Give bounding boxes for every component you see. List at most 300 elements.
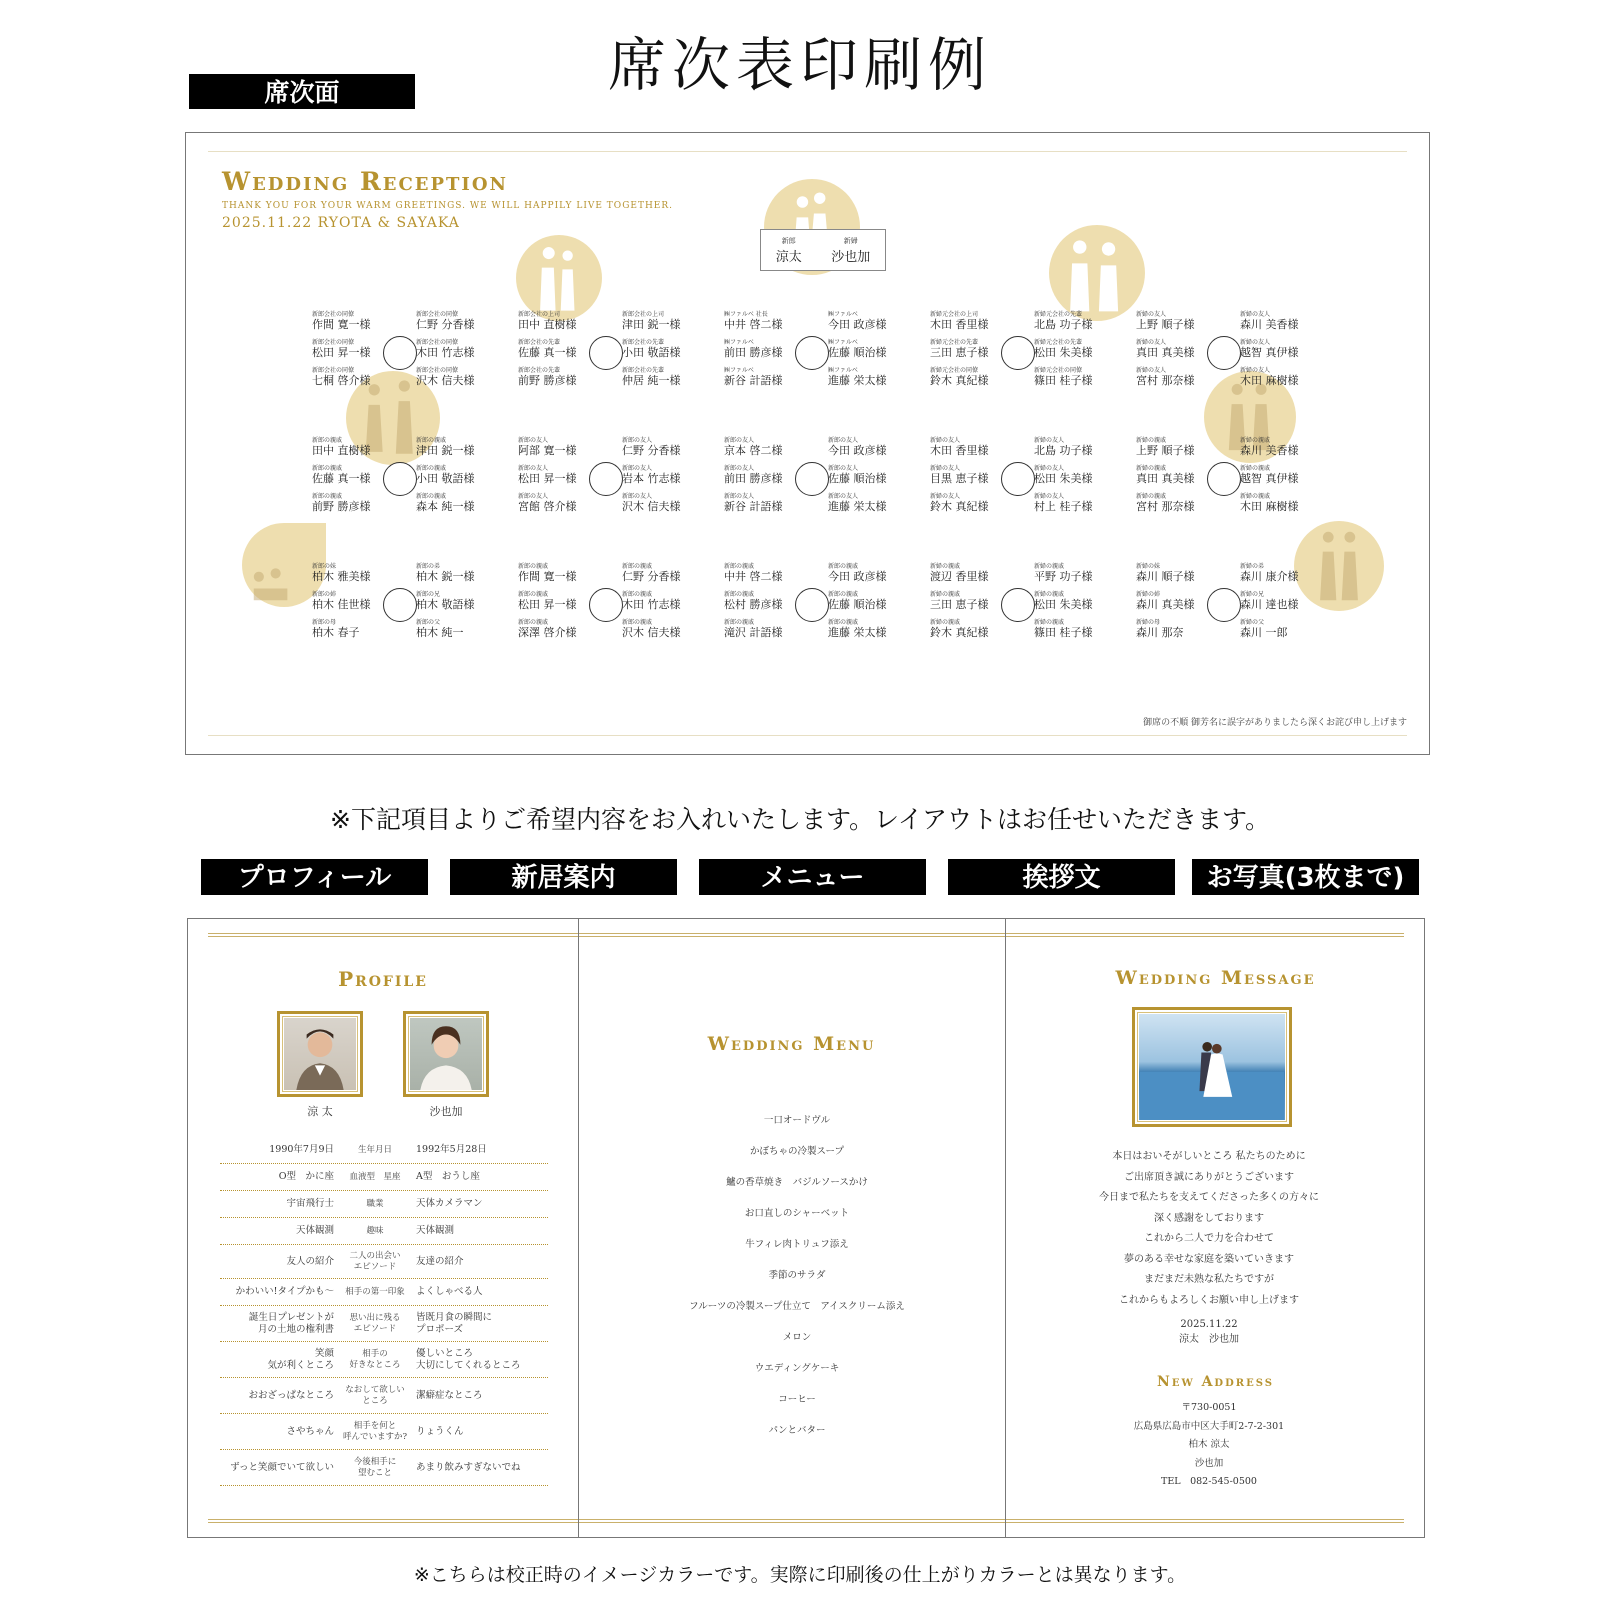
guest-name: 森川 一郎 <box>1240 626 1288 639</box>
guest-name: 松田 昇一様 <box>518 472 577 485</box>
guest-relation: 新郎の友人 <box>828 493 859 500</box>
guest-table <box>724 437 904 517</box>
guest-name: 今田 政彦様 <box>828 318 887 331</box>
guest-relation: 新婦元会社の先輩 <box>930 339 979 346</box>
guest-name: 仁野 分香様 <box>622 570 681 583</box>
guest-name: 京本 啓二様 <box>724 444 783 457</box>
guest-relation: 新郎の友人 <box>518 493 549 500</box>
info-panel <box>187 918 1425 1538</box>
guest-name: 進藤 栄太様 <box>828 626 887 639</box>
guest-name: 滝沢 計語様 <box>724 626 783 639</box>
guest-entry <box>312 437 402 457</box>
guest-name: 木田 香里様 <box>930 444 989 457</box>
guest-relation: 新婦の姉 <box>1136 591 1161 598</box>
guest-relation: 新郎の親戚 <box>622 591 653 598</box>
guest-table <box>518 311 698 391</box>
guest-entry <box>518 367 608 387</box>
guest-entry <box>930 367 1020 387</box>
guest-name: 進藤 栄太様 <box>828 374 887 387</box>
guest-relation: 新郎の父 <box>416 619 441 626</box>
guest-relation: 新婦の母 <box>1136 619 1161 626</box>
guest-relation: 新郎の姉 <box>312 591 337 598</box>
guest-name: 柏木 純一 <box>416 626 464 639</box>
bride-role: 新婦 <box>843 236 858 245</box>
guest-entry <box>828 619 918 639</box>
guest-entry <box>312 465 402 485</box>
guest-entry <box>622 465 712 485</box>
message-title: Wedding Message <box>1115 967 1316 989</box>
profile-bride-value: 優しいところ 大切にしてくれるところ <box>416 1347 521 1371</box>
profile-row <box>220 1279 548 1306</box>
guest-entry <box>930 465 1020 485</box>
guest-relation: 新郎の親戚 <box>312 493 343 500</box>
guest-entry <box>724 619 814 639</box>
guest-relation: 新郎の親戚 <box>622 619 653 626</box>
guest-relation: 新郎の親戚 <box>416 465 447 472</box>
guest-entry <box>1240 619 1330 639</box>
guest-relation: 新婦元会社の先輩 <box>1034 311 1083 318</box>
guest-relation: 新婦元会社の同僚 <box>1034 367 1083 374</box>
guest-entry <box>518 437 608 457</box>
guest-entry <box>724 437 814 457</box>
guest-name: 北島 功子様 <box>1034 318 1093 331</box>
option-tag-new-address: 新居案内 <box>450 859 677 895</box>
seat-side-tag: 席次面 <box>189 74 415 109</box>
profile-label: なおして欲しい ところ <box>345 1384 405 1406</box>
guest-entry <box>1136 493 1226 513</box>
guest-table <box>518 563 698 643</box>
profile-bride-value: 天体カメラマン <box>416 1198 483 1209</box>
address-line: TEL 082-545-0500 <box>1161 1476 1257 1487</box>
guest-entry <box>1034 339 1124 359</box>
profile-label: 相手を何と 呼んでいますか? <box>342 1420 408 1442</box>
guest-name: 前野 勝彦様 <box>518 374 577 387</box>
guest-name: 越智 真伊様 <box>1240 472 1299 485</box>
profile-row <box>220 1306 548 1342</box>
guest-name: 作間 寛一様 <box>518 570 577 583</box>
guest-relation: 新郎会社の先輩 <box>518 367 561 374</box>
guest-name: 森川 順子様 <box>1136 570 1195 583</box>
profile-bride-value: りょうくん <box>416 1425 464 1437</box>
guest-relation: 新婦の父 <box>1240 619 1265 626</box>
message-line: ご出席頂き誠にありがとうございます <box>1124 1171 1294 1183</box>
guest-name: 森本 純一様 <box>416 500 475 513</box>
guest-name: 七桐 啓介様 <box>312 374 371 387</box>
reception-title: Wedding Reception <box>222 167 508 196</box>
guest-relation: 新郎の友人 <box>828 465 859 472</box>
guest-relation: 新婦の親戚 <box>1240 437 1271 444</box>
apology-note: 御席の不順 御芳名に誤字がありましたら深くお詫び申し上げます <box>1143 718 1407 728</box>
divider <box>208 151 1407 152</box>
guest-name: 森川 美香様 <box>1240 318 1299 331</box>
profile-table <box>220 1137 548 1486</box>
guest-entry <box>622 619 712 639</box>
guest-name: 佐藤 真一様 <box>312 472 371 485</box>
guest-relation: 新郎の友人 <box>622 493 653 500</box>
guest-table <box>1136 311 1316 391</box>
menu-item: 季節のサラダ <box>768 1270 826 1281</box>
menu-item: 鱸の香草焼き バジルソースかけ <box>726 1177 868 1188</box>
guest-name: 松田 朱美様 <box>1034 472 1093 485</box>
guest-name: 篠田 桂子様 <box>1034 374 1093 387</box>
guest-entry <box>518 465 608 485</box>
profile-groom-value: かわいい!タイプかも～ <box>235 1286 334 1297</box>
guest-name: 小田 敬語様 <box>622 346 681 359</box>
guest-name: 柏木 鋭一様 <box>416 570 475 583</box>
head-table-bride <box>831 236 870 265</box>
guest-entry <box>416 619 506 639</box>
profile-groom-value: さやちゃん <box>286 1425 334 1437</box>
profile-groom-value: 宇宙飛行士 <box>286 1198 334 1209</box>
menu-item: コーヒー <box>778 1394 816 1405</box>
guest-relation: 新郎会社の同僚 <box>312 367 355 374</box>
guest-relation: 新郎の親戚 <box>518 563 549 570</box>
guest-name: 鈴木 真紀様 <box>930 500 989 513</box>
message-signature <box>1010 1317 1408 1347</box>
guest-relation: ㈱ファルベ <box>828 339 858 346</box>
guest-relation: 新郎の妹 <box>312 563 337 570</box>
guest-relation: 新婦の友人 <box>1034 437 1065 444</box>
guest-relation: 新婦の友人 <box>930 465 961 472</box>
guest-name: 宮村 那奈様 <box>1136 374 1195 387</box>
guest-name: 佐藤 順治様 <box>828 346 887 359</box>
guest-name: 田中 直樹様 <box>312 444 371 457</box>
profile-row <box>220 1191 548 1218</box>
guest-relation: 新婦の友人 <box>1136 311 1167 318</box>
profile-bride-value: よくしゃべる人 <box>416 1286 483 1297</box>
guest-name: 今田 政彦様 <box>828 570 887 583</box>
profile-row <box>220 1378 548 1414</box>
guest-relation: 新郎の弟 <box>416 563 441 570</box>
guest-entry <box>416 437 506 457</box>
guest-entry <box>1136 465 1226 485</box>
message-line: これから二人で力を合わせて <box>1144 1233 1274 1244</box>
guest-relation: 新郎の親戚 <box>416 493 447 500</box>
guest-relation: 新郎会社の先輩 <box>622 367 665 374</box>
guest-relation: 新郎の友人 <box>518 465 549 472</box>
guest-relation: 新郎会社の先輩 <box>622 339 665 346</box>
guest-entry <box>828 367 918 387</box>
option-tag-profile: プロフィール <box>201 859 428 895</box>
guest-relation: ㈱ファルベ <box>724 367 754 374</box>
menu-list <box>583 1105 1011 1446</box>
guest-name: 平野 功子様 <box>1034 570 1093 583</box>
guest-name: 真田 真美様 <box>1136 472 1195 485</box>
guest-table <box>930 437 1110 517</box>
guest-name: 佐藤 順治様 <box>828 472 887 485</box>
guest-relation: 新婦の親戚 <box>930 591 961 598</box>
guest-entry <box>930 619 1020 639</box>
guest-entry <box>312 619 402 639</box>
guest-name: 前田 勝彦様 <box>724 472 783 485</box>
guest-relation: 新郎の親戚 <box>828 591 859 598</box>
guest-name: 森川 康介様 <box>1240 570 1299 583</box>
guest-entry <box>724 465 814 485</box>
address-line: 柏木 涼太 <box>1188 1439 1230 1450</box>
head-table <box>760 229 886 271</box>
option-tag-photos: お写真(3枚まで) <box>1192 859 1419 895</box>
message-line: 今日まで私たちを支えてくださった多くの方々に <box>1099 1192 1319 1203</box>
guest-entry <box>1240 437 1330 457</box>
guest-relation: 新婦の友人 <box>1240 339 1271 346</box>
guest-entry <box>828 437 918 457</box>
menu-item: メロン <box>782 1332 812 1343</box>
guest-name: 森川 達也様 <box>1240 598 1299 611</box>
guest-name: 柏木 敬語様 <box>416 598 475 611</box>
divider <box>208 1519 1404 1523</box>
guest-relation: 新郎の友人 <box>622 437 653 444</box>
guest-entry <box>518 493 608 513</box>
guest-relation: 新婦の友人 <box>1136 367 1167 374</box>
guest-entry <box>518 619 608 639</box>
guest-name: 柏木 佳世様 <box>312 598 371 611</box>
guest-relation: 新郎の親戚 <box>724 591 755 598</box>
guest-entry <box>1034 563 1124 583</box>
guest-relation: 新郎の友人 <box>518 437 549 444</box>
guest-relation: 新郎会社の同僚 <box>416 311 459 318</box>
guest-entry <box>1240 339 1330 359</box>
guest-table <box>930 563 1110 643</box>
guest-name: 木田 麻樹様 <box>1240 500 1299 513</box>
guest-name: 真田 真美様 <box>1136 346 1195 359</box>
guest-entry <box>930 493 1020 513</box>
guest-relation: ㈱ファルベ <box>828 367 858 374</box>
groom-portrait-image <box>284 1018 356 1090</box>
panel-divider <box>578 919 579 1537</box>
guest-relation: 新郎の親戚 <box>518 591 549 598</box>
guest-name: 松田 朱美様 <box>1034 598 1093 611</box>
guest-relation: 新郎の親戚 <box>518 619 549 626</box>
guest-relation: 新婦元会社の同僚 <box>930 367 979 374</box>
guest-name: 進藤 栄太様 <box>828 500 887 513</box>
profile-bride-value: A型 おうし座 <box>416 1171 480 1182</box>
profile-row <box>220 1245 548 1279</box>
message-line: これからもよろしくお願い申し上げます <box>1119 1294 1299 1306</box>
guest-entry <box>1136 437 1226 457</box>
guest-relation: 新婦の友人 <box>930 493 961 500</box>
guest-entry <box>416 311 506 331</box>
couple-silhouette-image <box>1049 225 1145 321</box>
guest-entry <box>828 339 918 359</box>
guest-entry <box>828 563 918 583</box>
page-title: 席次表印刷例 <box>607 31 992 99</box>
profile-row <box>220 1164 548 1191</box>
guest-entry <box>1240 311 1330 331</box>
guest-relation: 新婦の友人 <box>1034 493 1065 500</box>
guest-entry <box>518 339 608 359</box>
guest-entry <box>1034 367 1124 387</box>
guest-entry <box>622 367 712 387</box>
guest-name: 佐藤 順治様 <box>828 598 887 611</box>
guest-entry <box>622 493 712 513</box>
guest-name: 小田 敬語様 <box>416 472 475 485</box>
guest-name: 森川 美香様 <box>1240 444 1299 457</box>
guest-table <box>1136 563 1316 643</box>
message-line: 本日はおいそがしいところ 私たちのために <box>1112 1151 1306 1162</box>
guest-name: 上野 順子様 <box>1136 318 1195 331</box>
guest-entry <box>724 493 814 513</box>
guest-name: 松田 朱美様 <box>1034 346 1093 359</box>
guest-relation: 新婦の妹 <box>1136 563 1161 570</box>
guest-name: 前野 勝彦様 <box>312 500 371 513</box>
guest-name: 柏木 雅美様 <box>312 570 371 583</box>
guest-relation: 新郎の親戚 <box>828 563 859 570</box>
profile-groom-value: ずっと笑顔でいて欲しい <box>230 1461 334 1473</box>
guest-entry <box>1034 311 1124 331</box>
address-line: 広島県広島市中区大手町2-7-2-301 <box>1133 1420 1285 1432</box>
guest-name: 篠田 桂子様 <box>1034 626 1093 639</box>
guest-relation: 新婦の友人 <box>1240 367 1271 374</box>
profile-label: 相手の 好きなところ <box>349 1348 401 1370</box>
guest-entry <box>312 591 402 611</box>
profile-label: 趣味 <box>366 1225 384 1236</box>
guest-relation: 新郎の親戚 <box>622 563 653 570</box>
profile-title: Profile <box>338 967 428 991</box>
guest-table <box>1136 437 1316 517</box>
message-date: 2025.11.22 <box>1180 1319 1238 1330</box>
guest-relation: 新婦元会社の上司 <box>930 311 979 318</box>
guest-name: 村上 桂子様 <box>1034 500 1093 513</box>
guest-name: 松田 昇一様 <box>518 598 577 611</box>
profile-bride-value: 皆既月食の瞬間に プロポーズ <box>416 1311 493 1335</box>
guest-name: 佐藤 真一様 <box>518 346 577 359</box>
guest-entry <box>1034 619 1124 639</box>
guest-name: 鈴木 真紀様 <box>930 374 989 387</box>
guest-name: 木田 香里様 <box>930 318 989 331</box>
color-disclaimer: ※こちらは校正時のイメージカラーです。実際に印刷後の仕上がりカラーとは異なります。 <box>413 1564 1187 1586</box>
message-line: 夢のある幸せな家庭を築いていきます <box>1124 1253 1294 1265</box>
guest-relation: 新郎の友人 <box>724 437 755 444</box>
guest-relation: 新婦の友人 <box>1034 465 1065 472</box>
profile-groom-value: O型 かに座 <box>278 1171 334 1182</box>
guest-entry <box>828 591 918 611</box>
guest-name: 仁野 分香様 <box>622 444 681 457</box>
guest-entry <box>312 339 402 359</box>
address-line: 〒730-0051 <box>1181 1402 1237 1413</box>
guest-entry <box>312 563 402 583</box>
guest-relation: 新婦の親戚 <box>1034 591 1065 598</box>
profile-label: 二人の出会い エピソード <box>349 1250 401 1272</box>
couple-ocean-photo-image <box>1139 1014 1285 1120</box>
reception-date-names: 2025.11.22 RYOTA & SAYAKA <box>222 215 460 231</box>
guest-entry <box>930 437 1020 457</box>
guest-relation: 新郎の親戚 <box>312 465 343 472</box>
guest-name: 沢木 信夫様 <box>416 374 475 387</box>
guest-table <box>312 563 492 643</box>
guest-name: 深澤 啓介様 <box>518 626 577 639</box>
guest-relation: 新婦元会社の先輩 <box>1034 339 1083 346</box>
guest-relation: 新郎会社の先輩 <box>518 339 561 346</box>
option-tag-greeting: 挨拶文 <box>948 859 1175 895</box>
guest-relation: 新婦の親戚 <box>1136 465 1167 472</box>
seating-chart-panel <box>185 132 1430 755</box>
guest-name: 津田 鋭一様 <box>416 444 475 457</box>
guest-entry <box>930 339 1020 359</box>
message-line: 深く感謝をしております <box>1154 1212 1264 1224</box>
guest-entry <box>828 311 918 331</box>
guest-entry <box>724 563 814 583</box>
guest-entry <box>416 465 506 485</box>
guest-entry <box>930 591 1020 611</box>
profile-row <box>220 1450 548 1486</box>
guest-entry <box>518 563 608 583</box>
menu-item: お口直しのシャーベット <box>744 1208 850 1219</box>
menu-item: パンとバター <box>768 1425 826 1436</box>
guest-entry <box>416 563 506 583</box>
guest-entry <box>312 493 402 513</box>
profile-row <box>220 1218 548 1245</box>
menu-item: フルーツの冷製スープ仕立て アイスクリーム添え <box>689 1301 905 1312</box>
divider <box>208 933 1404 937</box>
guest-name: 渡辺 香里様 <box>930 570 989 583</box>
guest-entry <box>1240 563 1330 583</box>
guest-entry <box>1034 437 1124 457</box>
guest-name: 木田 麻樹様 <box>1240 374 1299 387</box>
guest-entry <box>622 563 712 583</box>
profile-label: 生年月日 <box>357 1144 392 1155</box>
guest-name: 目黒 恵子様 <box>930 472 989 485</box>
guest-entry <box>724 591 814 611</box>
guest-relation: 新婦の友人 <box>1136 339 1167 346</box>
guest-name: 新谷 計語様 <box>724 374 783 387</box>
wedding-photo <box>1132 1007 1292 1127</box>
profile-groom-value: 笑顔 気が利くところ <box>267 1347 334 1371</box>
menu-item: ウエディングケーキ <box>754 1363 840 1374</box>
guest-entry <box>828 493 918 513</box>
guest-table <box>724 563 904 643</box>
guest-name: 沢木 信夫様 <box>622 500 681 513</box>
guest-name: 沢木 信夫様 <box>622 626 681 639</box>
guest-relation: 新婦の親戚 <box>930 619 961 626</box>
guest-name: 今田 政彦様 <box>828 444 887 457</box>
guest-name: 松田 昇一様 <box>312 346 371 359</box>
bride-photo <box>403 1011 489 1097</box>
guest-name: 柏木 春子 <box>312 626 360 639</box>
guest-relation: 新婦の親戚 <box>1240 493 1271 500</box>
guest-relation: 新郎の友人 <box>622 465 653 472</box>
options-note: ※下記項目よりご希望内容をお入れいたします。レイアウトはお任せいただきます。 <box>330 805 1270 834</box>
guest-relation: 新婦の親戚 <box>930 563 961 570</box>
guest-entry <box>930 311 1020 331</box>
guest-name: 前田 勝彦様 <box>724 346 783 359</box>
address-line: 沙也加 <box>1194 1457 1224 1469</box>
guest-name: 阿部 寛一様 <box>518 444 577 457</box>
guest-entry <box>1034 591 1124 611</box>
guest-name: 中井 啓二様 <box>724 318 783 331</box>
bride-profile-name: 沙也加 <box>429 1105 463 1118</box>
guest-relation: 新婦の友人 <box>1240 311 1271 318</box>
guest-table <box>724 311 904 391</box>
guest-table <box>312 311 492 391</box>
guest-name: 森川 真美様 <box>1136 598 1195 611</box>
guest-relation: 新郎の兄 <box>416 591 441 598</box>
guest-name: 北島 功子様 <box>1034 444 1093 457</box>
option-tag-menu: メニュー <box>699 859 926 895</box>
menu-title: Wedding Menu <box>707 1033 876 1055</box>
guest-name: 田中 直樹様 <box>518 318 577 331</box>
profile-label: 職業 <box>366 1198 384 1209</box>
guest-relation: 新婦の親戚 <box>1136 437 1167 444</box>
guest-relation: 新婦の兄 <box>1240 591 1265 598</box>
guest-relation: 新郎の友人 <box>828 437 859 444</box>
guest-name: 上野 順子様 <box>1136 444 1195 457</box>
message-line: まだまだ未熟な私たちですが <box>1144 1274 1274 1285</box>
guest-name: 森川 那奈 <box>1136 626 1184 639</box>
profile-groom-value: 誕生日プレゼントが 月の土地の権利書 <box>248 1311 334 1335</box>
guest-relation: 新郎会社の同僚 <box>312 311 355 318</box>
greeting-message <box>1010 1147 1408 1311</box>
guest-relation: 新郎会社の同僚 <box>312 339 355 346</box>
